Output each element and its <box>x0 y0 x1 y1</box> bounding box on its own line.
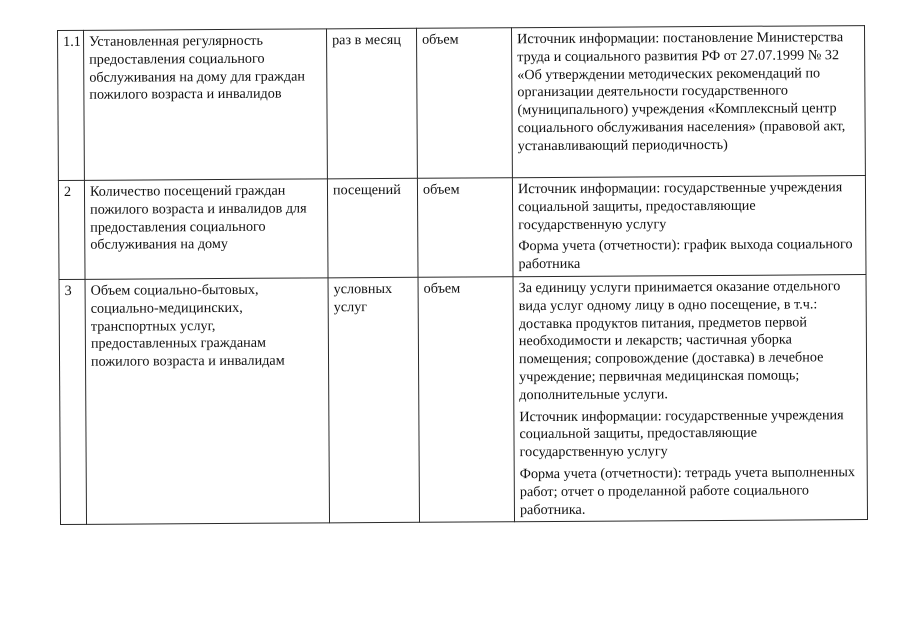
details-paragraph: Источник информации: постановление Министерства труда и социального развития РФ от 27.07.1999 № 32 «Об утверждении методических рекомендаций по организации деятельности государственного (муниципального) учреждения «Комплексный центр социального обслуживания населения» (правовой акт, устанавливающий периодичность) <box>517 29 846 154</box>
table-row <box>58 176 866 280</box>
indicator-name: Установленная регулярность предоставления социального обслуживания на дому для граждан пожилого возраста и инвалидов <box>84 29 328 180</box>
unit-of-measure: раз в месяц <box>326 28 417 179</box>
indicator-type: объем <box>417 178 513 278</box>
services-table <box>57 25 868 525</box>
row-number: 1.1 <box>58 30 85 180</box>
table-row <box>58 26 866 181</box>
details-cell <box>512 176 866 277</box>
details-paragraph: За единицу услуги принимается оказание отдельного вида услуг одному лицу в одно посещение, в т.ч.: доставка продуктов питания, предметов первой необходимости и лекарств; частичная уборка помещения; сопровождение (доставка) в лечебное учреждение; первичная медицинская помощь; дополнительные услуги. <box>518 278 841 403</box>
indicator-name: Объем социально-бытовых, социально-медицинских, транспортных услуг, предоставленных гражданам пожилого возраста и инвалидам <box>85 278 329 525</box>
row-number: 3 <box>59 279 86 525</box>
details-cell <box>513 275 867 523</box>
details-paragraph: Форма учета (отчетности): тетрадь учета выполненных работ; отчет о проделанной работе социального работника. <box>519 464 855 518</box>
table-row <box>59 275 867 525</box>
details-paragraph: Источник информации: государственные учреждения социальной защиты, предоставляющие государственную услугу <box>517 179 843 233</box>
indicator-name: Количество посещений граждан пожилого возраста и инвалидов для предоставления социального обслуживания на дому <box>84 179 328 279</box>
indicator-type: объем <box>416 28 512 179</box>
unit-of-measure: условных услуг <box>328 277 419 523</box>
indicator-type: объем <box>418 277 514 523</box>
details-paragraph: Источник информации: государственные учреждения социальной защиты, предоставляющие государственную услугу <box>519 406 844 461</box>
details-paragraph: Форма учета (отчетности): график выхода социального работника <box>518 236 853 273</box>
details-cell <box>511 26 865 178</box>
row-number: 2 <box>58 180 85 279</box>
unit-of-measure: посещений <box>327 178 418 278</box>
